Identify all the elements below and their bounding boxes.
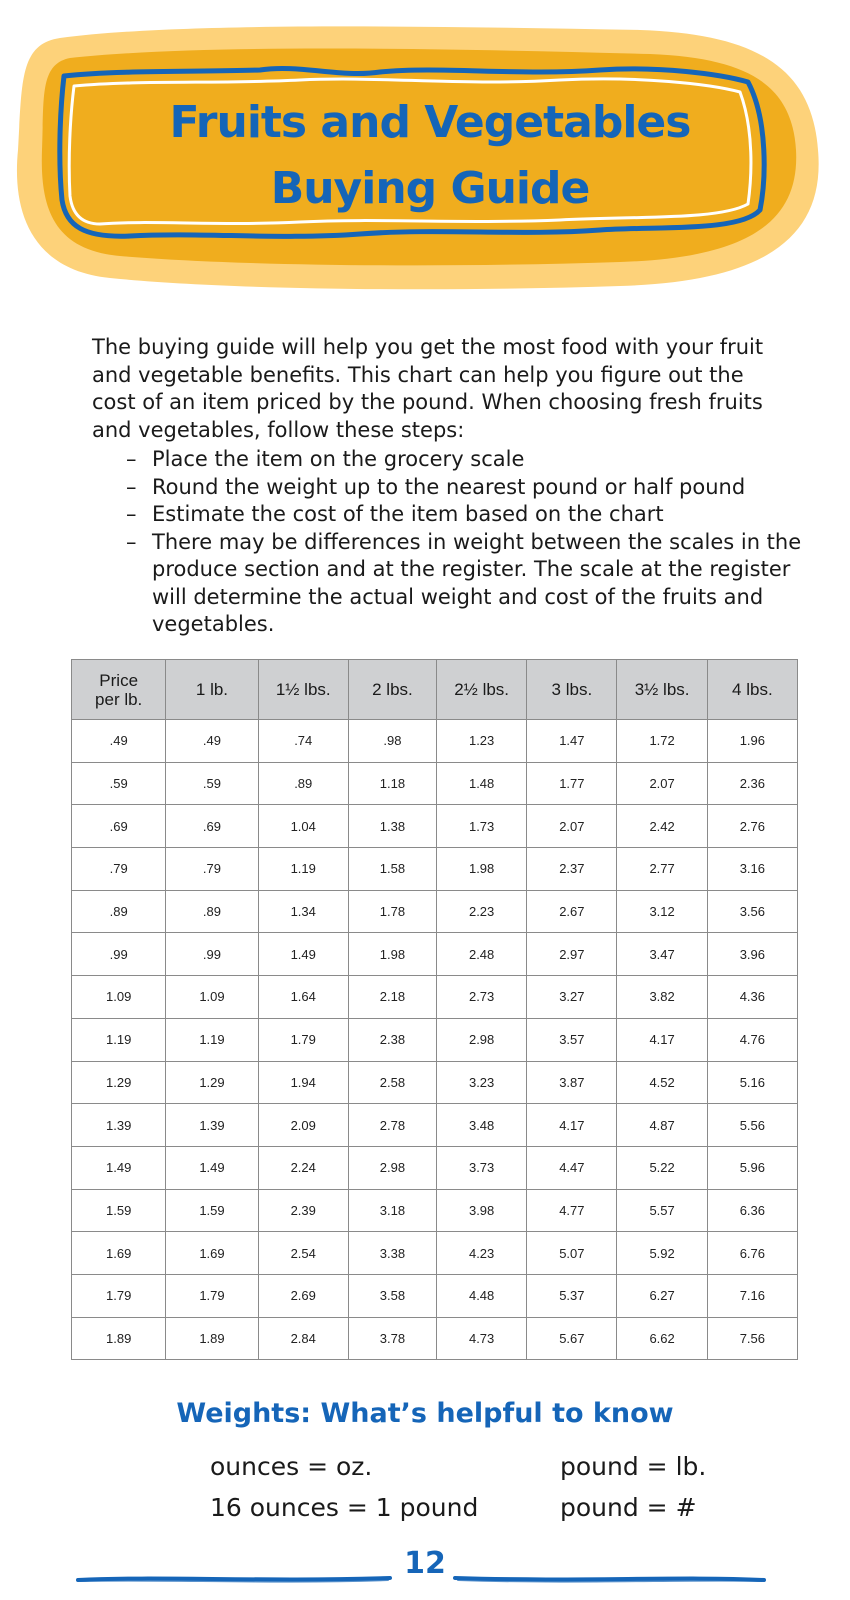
- price-per-lb-cell: 1.39: [72, 1104, 166, 1147]
- cost-cell: 3.38: [348, 1232, 436, 1275]
- cost-cell: 5.22: [617, 1146, 707, 1189]
- weights-right: pound = #: [560, 1493, 697, 1522]
- cost-cell: 3.18: [348, 1189, 436, 1232]
- cost-cell: 1.77: [527, 762, 617, 805]
- price-chart-table: [71, 659, 798, 1360]
- cost-cell: 1.47: [527, 720, 617, 763]
- cost-cell: 1.38: [348, 805, 436, 848]
- cost-cell: 3.57: [527, 1018, 617, 1061]
- cost-cell: .99: [166, 933, 258, 976]
- cost-cell: .74: [258, 720, 348, 763]
- cost-cell: 4.17: [527, 1104, 617, 1147]
- cost-cell: 3.16: [707, 848, 797, 891]
- cost-cell: 5.92: [617, 1232, 707, 1275]
- cost-cell: 2.69: [258, 1274, 348, 1317]
- column-header: 4 lbs.: [707, 660, 797, 720]
- cost-cell: 3.12: [617, 890, 707, 933]
- cost-cell: 1.04: [258, 805, 348, 848]
- cost-cell: 4.77: [527, 1189, 617, 1232]
- cost-cell: 2.84: [258, 1317, 348, 1360]
- cost-cell: 2.09: [258, 1104, 348, 1147]
- cost-cell: 2.48: [437, 933, 527, 976]
- cost-cell: 2.67: [527, 890, 617, 933]
- price-per-lb-cell: 1.49: [72, 1146, 166, 1189]
- cost-cell: 4.73: [437, 1317, 527, 1360]
- cost-cell: 3.47: [617, 933, 707, 976]
- cost-cell: 3.48: [437, 1104, 527, 1147]
- cost-cell: 3.78: [348, 1317, 436, 1360]
- cost-cell: 3.58: [348, 1274, 436, 1317]
- table-row: [72, 1232, 798, 1275]
- table-row: [72, 848, 798, 891]
- price-per-lb-cell: 1.79: [72, 1274, 166, 1317]
- cost-cell: 2.07: [527, 805, 617, 848]
- cost-cell: 1.48: [437, 762, 527, 805]
- table-row: [72, 1274, 798, 1317]
- table-row: [72, 805, 798, 848]
- cost-cell: 1.79: [258, 1018, 348, 1061]
- cost-cell: 4.23: [437, 1232, 527, 1275]
- cost-cell: 2.98: [348, 1146, 436, 1189]
- cost-cell: 4.47: [527, 1146, 617, 1189]
- cost-cell: 7.56: [707, 1317, 797, 1360]
- step-dash: –: [126, 529, 137, 554]
- price-per-lb-cell: 1.89: [72, 1317, 166, 1360]
- step-item: [126, 446, 806, 474]
- cost-cell: 5.57: [617, 1189, 707, 1232]
- cost-cell: 6.76: [707, 1232, 797, 1275]
- cost-cell: 1.73: [437, 805, 527, 848]
- cost-cell: 3.82: [617, 976, 707, 1019]
- step-text: Place the item on the grocery scale: [152, 447, 525, 471]
- cost-cell: 1.09: [166, 976, 258, 1019]
- cost-cell: 3.73: [437, 1146, 527, 1189]
- column-header: 3½ lbs.: [617, 660, 707, 720]
- step-text: There may be differences in weight between the scales in the produce section and at the register. The scale at the register will determine the actual weight and cost of the fruits and vegetables.: [152, 529, 802, 636]
- cost-cell: 1.39: [166, 1104, 258, 1147]
- step-dash: –: [126, 447, 137, 471]
- cost-cell: 3.56: [707, 890, 797, 933]
- weights-row: [210, 1487, 770, 1528]
- price-per-lb-cell: .89: [72, 890, 166, 933]
- price-per-lb-cell: 1.29: [72, 1061, 166, 1104]
- cost-cell: 1.58: [348, 848, 436, 891]
- weights-left: ounces = oz.: [210, 1452, 373, 1481]
- table-row: [72, 1104, 798, 1147]
- cost-cell: .59: [166, 762, 258, 805]
- cost-cell: 1.49: [258, 933, 348, 976]
- cost-cell: 4.48: [437, 1274, 527, 1317]
- cost-cell: .49: [166, 720, 258, 763]
- cost-cell: 2.73: [437, 976, 527, 1019]
- cost-cell: 3.96: [707, 933, 797, 976]
- cost-cell: 5.67: [527, 1317, 617, 1360]
- cost-cell: 2.38: [348, 1018, 436, 1061]
- cost-cell: 1.96: [707, 720, 797, 763]
- weights-list: [210, 1446, 770, 1528]
- cost-cell: 6.36: [707, 1189, 797, 1232]
- step-item: [126, 474, 806, 502]
- cost-cell: 2.77: [617, 848, 707, 891]
- table-row: [72, 933, 798, 976]
- cost-cell: 3.23: [437, 1061, 527, 1104]
- column-header: 2½ lbs.: [437, 660, 527, 720]
- cost-cell: 2.58: [348, 1061, 436, 1104]
- cost-cell: 1.23: [437, 720, 527, 763]
- cost-cell: 1.64: [258, 976, 348, 1019]
- cost-cell: 1.94: [258, 1061, 348, 1104]
- table-row: [72, 1018, 798, 1061]
- table-row: [72, 720, 798, 763]
- table-row: [72, 1317, 798, 1360]
- cost-cell: 2.39: [258, 1189, 348, 1232]
- cost-cell: 2.18: [348, 976, 436, 1019]
- table-row: [72, 1189, 798, 1232]
- cost-cell: 2.42: [617, 805, 707, 848]
- cost-cell: 7.16: [707, 1274, 797, 1317]
- cost-cell: 1.19: [258, 848, 348, 891]
- column-header: 1 lb.: [166, 660, 258, 720]
- step-text: Round the weight up to the nearest pound or half pound: [152, 474, 746, 499]
- cost-cell: 5.07: [527, 1232, 617, 1275]
- price-per-lb-cell: .49: [72, 720, 166, 763]
- weights-row: [210, 1446, 770, 1487]
- cost-cell: 2.23: [437, 890, 527, 933]
- cost-cell: 3.87: [527, 1061, 617, 1104]
- step-text: Estimate the cost of the item based on the chart: [152, 502, 664, 526]
- step-item: [126, 529, 806, 639]
- cost-cell: 1.29: [166, 1061, 258, 1104]
- cost-cell: 5.56: [707, 1104, 797, 1147]
- column-header: Price per lb.: [72, 660, 166, 720]
- cost-cell: .89: [166, 890, 258, 933]
- table-row: [72, 1061, 798, 1104]
- weights-left: 16 ounces = 1 pound: [210, 1493, 479, 1522]
- table-body: [72, 720, 798, 1360]
- cost-cell: 2.54: [258, 1232, 348, 1275]
- cost-cell: 4.52: [617, 1061, 707, 1104]
- cost-cell: 6.27: [617, 1274, 707, 1317]
- steps-list: [126, 446, 806, 639]
- table-header-row: [72, 660, 798, 720]
- cost-cell: 2.78: [348, 1104, 436, 1147]
- price-per-lb-cell: 1.59: [72, 1189, 166, 1232]
- cost-cell: 1.49: [166, 1146, 258, 1189]
- table-row: [72, 762, 798, 805]
- step-item: [126, 501, 806, 529]
- cost-cell: 2.37: [527, 848, 617, 891]
- cost-cell: 1.72: [617, 720, 707, 763]
- cost-cell: 3.98: [437, 1189, 527, 1232]
- cost-cell: 1.79: [166, 1274, 258, 1317]
- cost-cell: .89: [258, 762, 348, 805]
- price-per-lb-cell: .59: [72, 762, 166, 805]
- price-per-lb-cell: 1.69: [72, 1232, 166, 1275]
- column-header: 2 lbs.: [348, 660, 436, 720]
- cost-cell: .79: [166, 848, 258, 891]
- table-row: [72, 890, 798, 933]
- cost-cell: 4.36: [707, 976, 797, 1019]
- price-per-lb-cell: 1.19: [72, 1018, 166, 1061]
- price-per-lb-cell: .79: [72, 848, 166, 891]
- weights-heading: Weights: What’s helpful to know: [176, 1398, 674, 1429]
- cost-cell: 2.24: [258, 1146, 348, 1189]
- step-dash: –: [126, 474, 137, 499]
- cost-cell: .69: [166, 805, 258, 848]
- intro-paragraph: The buying guide will help you get the most food with your fruit and vegetable benefits. This chart can help you figure out the cost of an item priced by the pound. When choosing fresh fruits and vegetables, follow these steps:: [92, 335, 764, 442]
- title-banner: [0, 0, 850, 300]
- cost-cell: 2.36: [707, 762, 797, 805]
- weights-right: pound = lb.: [560, 1452, 707, 1481]
- column-header: 1½ lbs.: [258, 660, 348, 720]
- cost-cell: 4.87: [617, 1104, 707, 1147]
- cost-cell: 2.97: [527, 933, 617, 976]
- cost-cell: 1.98: [348, 933, 436, 976]
- title-line-2: Buying Guide: [270, 163, 590, 214]
- column-header: 3 lbs.: [527, 660, 617, 720]
- cost-cell: 3.27: [527, 976, 617, 1019]
- cost-cell: 4.17: [617, 1018, 707, 1061]
- title-line-1: Fruits and Vegetables: [169, 97, 691, 148]
- cost-cell: 1.19: [166, 1018, 258, 1061]
- table-row: [72, 976, 798, 1019]
- step-dash: –: [126, 502, 137, 526]
- price-per-lb-cell: .69: [72, 805, 166, 848]
- cost-cell: 2.07: [617, 762, 707, 805]
- page-number: 12: [404, 1546, 446, 1581]
- price-per-lb-cell: 1.09: [72, 976, 166, 1019]
- cost-cell: 2.98: [437, 1018, 527, 1061]
- cost-cell: 1.34: [258, 890, 348, 933]
- cost-cell: 1.89: [166, 1317, 258, 1360]
- cost-cell: 4.76: [707, 1018, 797, 1061]
- cost-cell: 6.62: [617, 1317, 707, 1360]
- cost-cell: 5.96: [707, 1146, 797, 1189]
- table-row: [72, 1146, 798, 1189]
- cost-cell: 5.16: [707, 1061, 797, 1104]
- cost-cell: 1.59: [166, 1189, 258, 1232]
- cost-cell: 1.78: [348, 890, 436, 933]
- cost-cell: 1.69: [166, 1232, 258, 1275]
- cost-cell: 1.98: [437, 848, 527, 891]
- cost-cell: 2.76: [707, 805, 797, 848]
- cost-cell: 5.37: [527, 1274, 617, 1317]
- cost-cell: 1.18: [348, 762, 436, 805]
- cost-cell: .98: [348, 720, 436, 763]
- price-per-lb-cell: .99: [72, 933, 166, 976]
- page-title: [60, 90, 800, 222]
